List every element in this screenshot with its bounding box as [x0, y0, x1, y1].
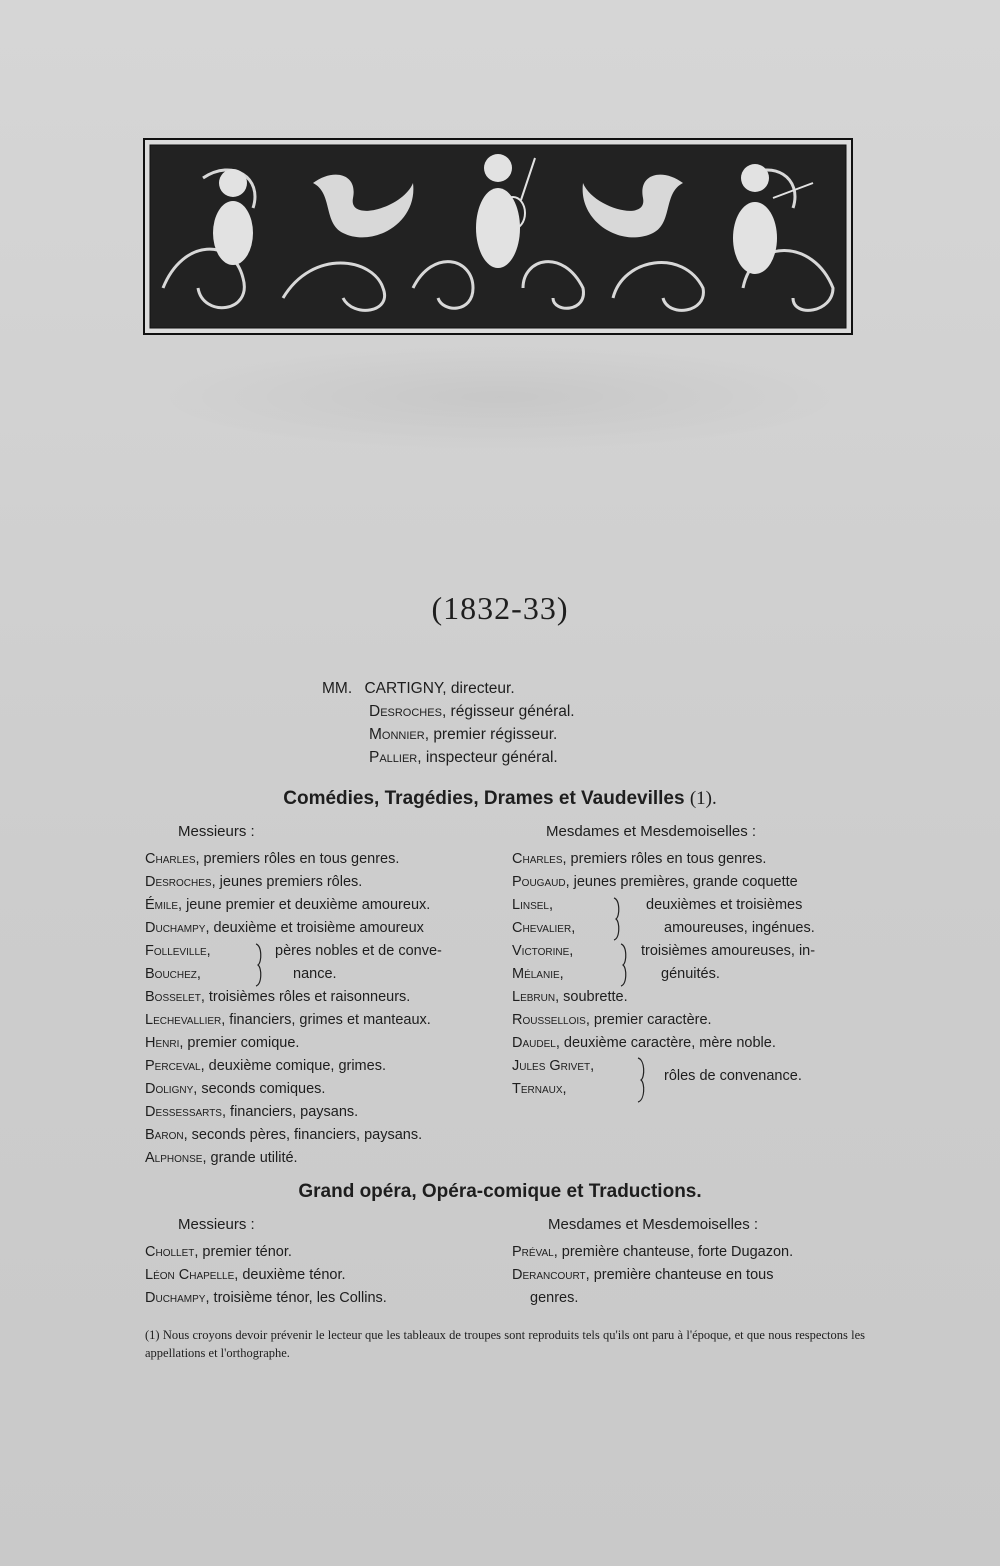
actress-role: , deuxième caractère, mère noble.	[555, 1035, 776, 1051]
actress-role: ,	[571, 920, 576, 936]
bleed-through-text	[150, 342, 850, 452]
singer-role: genres.	[530, 1290, 579, 1306]
shared-role-text: rôles de convenance.	[664, 1068, 802, 1084]
actor-row	[145, 966, 201, 982]
actor-role: , financiers, grimes et manteaux.	[221, 1012, 431, 1028]
actress-row	[512, 874, 798, 890]
actor-name: Duchampy	[145, 920, 206, 936]
actor-role: , grande utilité.	[202, 1150, 298, 1166]
shared-role-text: pères nobles et de conve-	[275, 943, 442, 959]
actor-name: Charles	[145, 851, 196, 867]
actress-name: Ternaux	[512, 1081, 563, 1097]
staff-role: , inspecteur général.	[417, 749, 558, 766]
actor-role: ,	[196, 966, 201, 982]
actress-name: Jules Grivet	[512, 1058, 591, 1074]
actress-row	[512, 1081, 567, 1097]
actor-name: Alphonse	[145, 1150, 203, 1166]
section-title: Comédies, Tragédies, Drames et Vaudevilles	[283, 788, 685, 809]
actress-name: Victorine	[512, 943, 570, 959]
singer-row	[145, 1267, 346, 1283]
actor-name: Émile	[145, 897, 179, 913]
actress-role: , premiers rôles en tous genres.	[562, 851, 767, 867]
actress-name: Pougaud	[512, 874, 566, 890]
actor-name: Perceval	[145, 1058, 201, 1074]
brace-icon	[636, 1056, 648, 1104]
brace-icon	[254, 942, 264, 988]
actress-role: ,	[559, 966, 564, 982]
singer-row	[512, 1267, 773, 1283]
actress-row	[512, 1058, 594, 1074]
shared-role-text: génuités.	[661, 966, 720, 982]
director-name: CARTIGNY	[364, 680, 443, 697]
actor-role: ,	[206, 943, 211, 959]
singer-row	[145, 1244, 292, 1260]
singer-role: , première chanteuse en tous	[585, 1267, 774, 1283]
actress-role: ,	[569, 943, 574, 959]
actress-role: ,	[590, 1058, 595, 1074]
singer-role: , deuxième ténor.	[234, 1267, 346, 1283]
actress-role: , premier caractère.	[585, 1012, 712, 1028]
section-heading-comedies	[0, 788, 1000, 810]
actor-row	[145, 1035, 299, 1051]
staff-role: , premier régisseur.	[424, 726, 558, 743]
actor-name: Bosselet	[145, 989, 201, 1005]
actor-role: , jeune premier et deuxième amoureux.	[178, 897, 431, 913]
shared-role-text: troisièmes amoureuses, in-	[641, 943, 816, 959]
actress-row	[512, 943, 573, 959]
actor-name: Lechevallier	[145, 1012, 222, 1028]
staff-line	[369, 703, 575, 721]
ornamental-banner	[143, 138, 853, 335]
actor-row	[145, 1058, 386, 1074]
actress-row	[512, 989, 628, 1005]
actor-name: Baron	[145, 1127, 184, 1143]
singer-role: , premier ténor.	[194, 1244, 292, 1260]
actor-name: Desroches	[145, 874, 212, 890]
actress-row	[512, 1012, 712, 1028]
footnote-reference: (1).	[689, 788, 717, 809]
actress-name: Mélanie	[512, 966, 560, 982]
actor-role: , seconds comiques.	[193, 1081, 326, 1097]
singer-row	[145, 1290, 387, 1306]
singer-name: Duchampy	[145, 1290, 206, 1306]
actress-name: Linsel	[512, 897, 549, 913]
actor-row	[145, 851, 399, 867]
staff-line	[369, 749, 558, 767]
actress-name: Daudel	[512, 1035, 556, 1051]
column-header-women: Mesdames et Mesdemoiselles :	[548, 1216, 759, 1233]
director-line	[322, 680, 515, 698]
actress-name: Lebrun	[512, 989, 556, 1005]
actress-role: ,	[548, 897, 553, 913]
singer-name: Préval	[512, 1244, 554, 1260]
staff-name: Desroches	[369, 703, 442, 720]
actor-name: Dessessarts	[145, 1104, 222, 1120]
shared-role-text: nance.	[293, 966, 337, 982]
actress-name: Charles	[512, 851, 563, 867]
actor-row	[145, 1150, 298, 1166]
singer-name: Chollet	[145, 1244, 195, 1260]
staff-name: Monnier	[369, 726, 425, 743]
actor-role: , premiers rôles en tous genres.	[195, 851, 400, 867]
actress-row	[512, 966, 564, 982]
shared-role-text: deuxièmes et troisièmes	[646, 897, 803, 913]
actor-role: , jeunes premiers rôles.	[211, 874, 363, 890]
actor-row	[145, 989, 410, 1005]
actress-row	[512, 897, 553, 913]
column-header-men: Messieurs :	[178, 823, 255, 840]
actress-row	[512, 1035, 776, 1051]
actor-role: , deuxième et troisième amoureux	[205, 920, 424, 936]
actor-role: , deuxième comique, grimes.	[200, 1058, 386, 1074]
actor-row	[145, 1081, 325, 1097]
actor-row	[145, 1012, 431, 1028]
actress-row	[512, 851, 766, 867]
staff-line	[369, 726, 557, 744]
actress-name: Chevalier	[512, 920, 572, 936]
actor-role: , seconds pères, financiers, paysans.	[183, 1127, 423, 1143]
actress-role: , jeunes premières, grande coquette	[565, 874, 798, 890]
actor-name: Henri	[145, 1035, 180, 1051]
brace-icon	[612, 896, 622, 942]
actor-row	[145, 874, 362, 890]
actor-row	[145, 943, 211, 959]
actor-role: , financiers, paysans.	[221, 1104, 359, 1120]
actor-row	[145, 897, 430, 913]
actor-row	[145, 1104, 358, 1120]
singer-role: , troisième ténor, les Collins.	[205, 1290, 387, 1306]
singer-name: Derancourt	[512, 1267, 586, 1283]
footnote: (1) Nous croyons devoir prévenir le lecteur que les tableaux de troupes sont reproduits tels qu'ils ont paru à l'époque, et que nous respectons les appellations et l'orthographe.	[145, 1328, 865, 1360]
singer-role: , première chanteuse, forte Dugazon.	[553, 1244, 794, 1260]
actor-name: Bouchez	[145, 966, 197, 982]
staff-name: Pallier	[369, 749, 418, 766]
actor-role: , troisièmes rôles et raisonneurs.	[200, 989, 411, 1005]
column-header-men: Messieurs :	[178, 1216, 255, 1233]
brace-icon	[619, 942, 629, 988]
season-year: (1832-33)	[431, 590, 569, 626]
director-role: , directeur.	[442, 680, 515, 697]
director-prefix: MM.	[322, 680, 353, 697]
section-heading-opera: Grand opéra, Opéra-comique et Traductions.	[298, 1181, 702, 1202]
shared-role-text: amoureuses, ingénues.	[664, 920, 815, 936]
actor-name: Doligny	[145, 1081, 194, 1097]
actor-row	[145, 1127, 422, 1143]
actress-name: Roussellois	[512, 1012, 586, 1028]
singer-name: Léon Chapelle	[145, 1267, 235, 1283]
staff-role: , régisseur général.	[441, 703, 575, 720]
actor-role: , premier comique.	[179, 1035, 300, 1051]
actress-row	[512, 920, 575, 936]
column-header-women: Mesdames et Mesdemoiselles :	[546, 823, 757, 840]
actor-name: Folleville	[145, 943, 207, 959]
actor-row	[145, 920, 424, 936]
actress-role: , soubrette.	[555, 989, 628, 1005]
singer-row	[512, 1244, 793, 1260]
singer-row-continuation	[530, 1290, 578, 1306]
actress-role: ,	[562, 1081, 567, 1097]
